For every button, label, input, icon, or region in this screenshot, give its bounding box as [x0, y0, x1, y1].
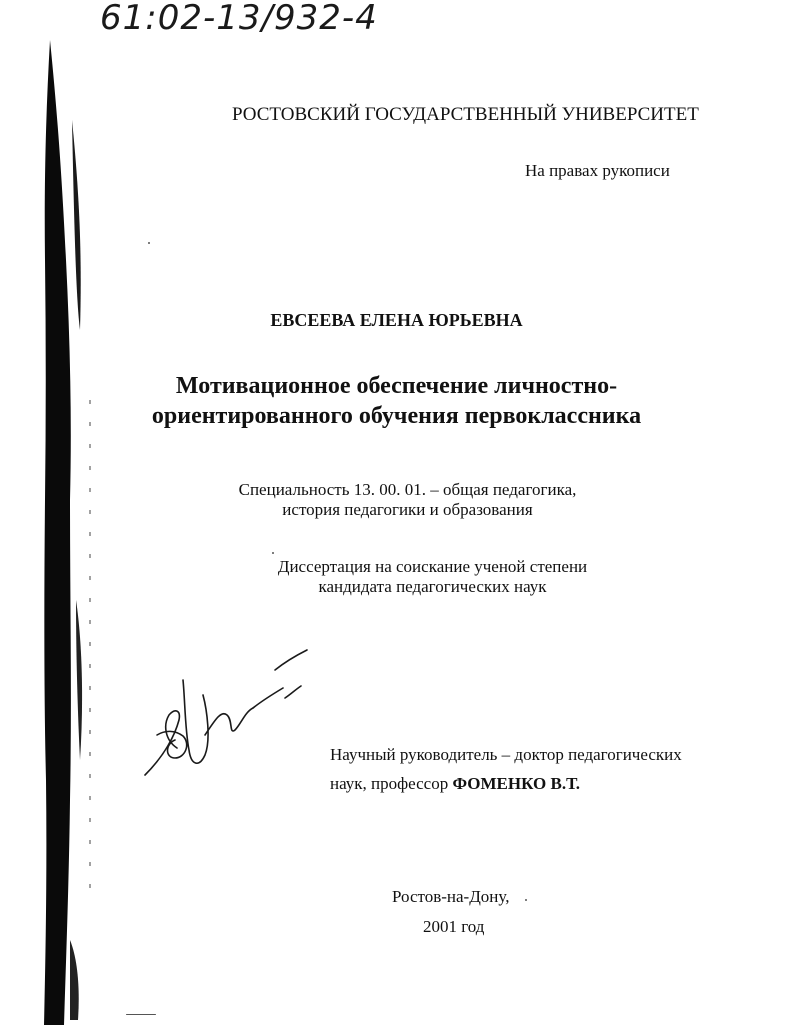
scientific-supervisor [330, 740, 682, 798]
title-line-1: Мотивационное обеспечение личностно- [175, 373, 618, 399]
specialty-line-2: история педагогики и образования [282, 500, 533, 519]
author-signature [135, 640, 325, 790]
scan-speck [525, 899, 527, 901]
supervisor-line-1: Научный руководитель – доктор педагогических [330, 745, 682, 764]
degree-line-1: Диссертация на соискание ученой степени [277, 557, 588, 576]
specialty-line-1: Специальность 13. 00. 01. – общая педагогика, [238, 480, 577, 499]
scan-speck [272, 552, 274, 554]
degree-line-2: кандидата педагогических наук [318, 577, 547, 596]
city: Ростов-на-Дону, [392, 887, 510, 906]
title-line-2: ориентированного обучения первоклассника [151, 403, 642, 429]
manuscript-rights-note: На правах рукописи [525, 161, 670, 180]
supervisor-title: наук, профессор [330, 774, 453, 793]
year: 2001 год [423, 917, 485, 936]
specialty [0, 480, 793, 520]
dissertation-title [0, 371, 793, 431]
author-name: ЕВСЕЕВА ЕЛЕНА ЮРЬЕВНА [270, 310, 523, 330]
university-name: РОСТОВСКИЙ ГОСУДАРСТВЕННЫЙ УНИВЕРСИТЕТ [232, 104, 699, 125]
scan-speck [126, 1014, 156, 1015]
scan-speck [148, 242, 150, 244]
supervisor-name: ФОМЕНКО В.Т. [452, 774, 580, 793]
degree-statement [0, 557, 793, 597]
archive-code-handwritten: 61:02-13/932-4 [100, 0, 378, 38]
supervisor-line-2 [330, 769, 682, 798]
